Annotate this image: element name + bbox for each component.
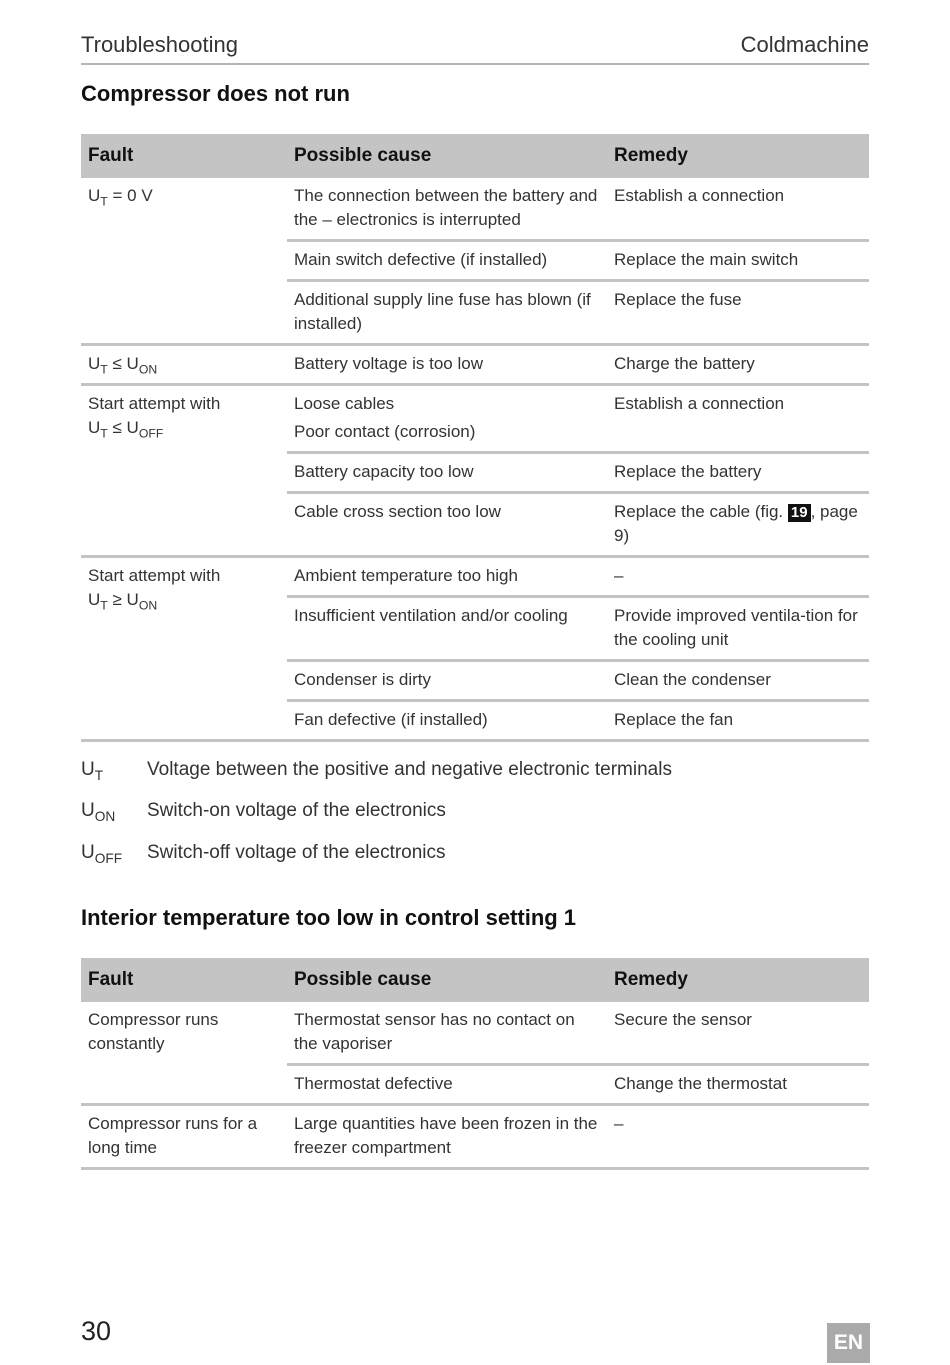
legend-symbol: $U_{OFF}$ — [81, 842, 123, 866]
legend-text: Switch-on voltage of the electronics — [147, 800, 446, 821]
figure-ref-badge: 19 — [788, 504, 811, 522]
fault-cell: Start attempt with $U_T \ge U_{ON}$ — [81, 557, 287, 741]
cause-cell: Main switch defective (if installed) — [287, 241, 607, 281]
remedy-cell: Change the thermostat — [607, 1065, 869, 1105]
remedy-cell: Replace the main switch — [607, 241, 869, 281]
cause-cell: Loose cables Poor contact (corrosion) — [287, 385, 607, 453]
legend-text: Voltage between the positive and negative electronic terminals — [147, 759, 672, 780]
cause-cell: Thermostat sensor has no contact on the vaporiser — [287, 1002, 607, 1065]
remedy-cell: – — [607, 1105, 869, 1169]
table-row — [81, 385, 869, 453]
cause-cell: Large quantities have been frozen in the freezer compartment — [287, 1105, 607, 1169]
cause-cell: Thermostat defective — [287, 1065, 607, 1105]
remedy-cell: Charge the battery — [607, 345, 869, 385]
table-row — [81, 345, 869, 385]
cause-cell: Battery voltage is too low — [287, 345, 607, 385]
table-row — [81, 1002, 869, 1065]
compressor-fault-table — [81, 134, 869, 742]
col-remedy: Remedy — [607, 958, 869, 1002]
remedy-cell: Secure the sensor — [607, 1002, 869, 1065]
col-cause: Possible cause — [287, 958, 607, 1002]
remedy-cell: Clean the condenser — [607, 661, 869, 701]
cause-cell: Battery capacity too low — [287, 453, 607, 493]
cause-cell: Fan defective (if installed) — [287, 701, 607, 741]
legend-item — [81, 800, 446, 822]
page-header — [81, 30, 869, 65]
legend-symbol: $U_{ON}$ — [81, 800, 116, 824]
cause-cell: Condenser is dirty — [287, 661, 607, 701]
cause-cell: Ambient temperature too high — [287, 557, 607, 597]
product-name: Coldmachine — [740, 32, 869, 57]
page-number: 30 — [81, 1316, 112, 1346]
cause-cell: Cable cross section too low — [287, 493, 607, 557]
table-header-row — [81, 958, 869, 1002]
table-header-row — [81, 134, 869, 178]
legend-text: Switch-off voltage of the electronics — [147, 842, 446, 863]
remedy-cell: – — [607, 557, 869, 597]
legend-item — [81, 759, 672, 781]
fault-cell: $U_T = 0$ V — [81, 178, 287, 345]
remedy-cell: Replace the fan — [607, 701, 869, 741]
section1-title: Compressor does not run — [81, 81, 350, 106]
table-row — [81, 1105, 869, 1169]
remedy-cell: Replace the cable (fig. 19 , page 9) — [607, 493, 869, 557]
table-row — [81, 178, 869, 241]
fault-cell: Compressor runs constantly — [81, 1002, 287, 1105]
legend-symbol: $U_T$ — [81, 759, 104, 783]
col-cause: Possible cause — [287, 134, 607, 178]
cause-cell: Additional supply line fuse has blown (if installed) — [287, 281, 607, 345]
fault-cell: Compressor runs for a long time — [81, 1105, 287, 1169]
fault-cell: Start attempt with $U_T \le U_{OFF}$ — [81, 385, 287, 557]
col-fault: Fault — [81, 134, 287, 178]
col-fault: Fault — [81, 958, 287, 1002]
section-name: Troubleshooting — [81, 32, 238, 57]
remedy-cell: Replace the battery — [607, 453, 869, 493]
language-badge: EN — [827, 1323, 870, 1363]
fault-cell: $U_T \le U_{ON}$ — [81, 345, 287, 385]
remedy-cell: Establish a connection — [607, 178, 869, 241]
remedy-cell: Provide improved ventila-tion for the cooling unit — [607, 597, 869, 661]
col-remedy: Remedy — [607, 134, 869, 178]
temperature-fault-table — [81, 958, 869, 1170]
section2-title: Interior temperature too low in control setting 1 — [81, 905, 577, 930]
table-row — [81, 557, 869, 597]
cause-cell: The connection between the battery and the – electronics is interrupted — [287, 178, 607, 241]
cause-cell: Insufficient ventilation and/or cooling — [287, 597, 607, 661]
legend-item — [81, 842, 446, 864]
remedy-cell: Replace the fuse — [607, 281, 869, 345]
remedy-cell: Establish a connection — [607, 385, 869, 453]
